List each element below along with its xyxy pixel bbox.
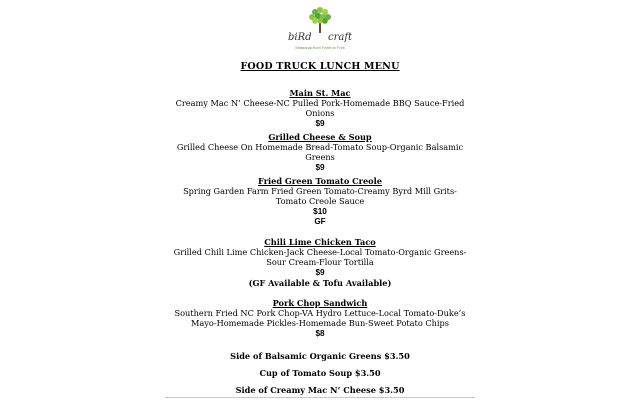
item-price: $9 bbox=[315, 267, 325, 277]
item-description: Southern Fried NC Pork Chop-VA Hydro Lettuce-Local Tomato-Duke’s Mayo-Homemade Pickles-Homemade Bun-Sweet Potato Chips bbox=[174, 308, 466, 329]
menu-item-pork-chop-sandwich bbox=[170, 298, 470, 339]
menu-item-chili-lime-taco bbox=[170, 237, 470, 288]
menu-title: FOOD TRUCK LUNCH MENU bbox=[240, 61, 400, 72]
item-price: $9 bbox=[315, 118, 325, 128]
item-price: $9 bbox=[315, 162, 325, 172]
item-name: Fried Green Tomato Creole bbox=[258, 176, 382, 186]
logo-word-right: craft bbox=[328, 32, 353, 43]
menu-item-grilled-cheese-soup bbox=[170, 132, 470, 173]
logo bbox=[270, 4, 370, 52]
item-note: GF bbox=[314, 216, 326, 226]
item-description: Spring Garden Farm Fried Green Tomato-Creamy Byrd Mill Grits-Tomato Creole Sauce bbox=[183, 186, 457, 207]
item-description: Creamy Mac N’ Cheese-NC Pulled Pork-Homemade BBQ Sauce-Fried Onions bbox=[175, 98, 465, 119]
item-description: Grilled Chili Lime Chicken-Jack Cheese-Local Tomato-Organic Greens-Sour Cream-Flour Tortilla bbox=[173, 247, 467, 268]
item-name: Pork Chop Sandwich bbox=[272, 298, 368, 308]
page-divider bbox=[165, 397, 475, 398]
logo-word-left: biRd bbox=[288, 32, 312, 43]
item-price: $10 bbox=[313, 206, 327, 216]
logo-tagline: Seasonal from Farm to Fork bbox=[295, 45, 345, 50]
side-item-soup: Cup of Tomato Soup $3.50 bbox=[259, 368, 381, 378]
side-item-greens: Side of Balsamic Organic Greens $3.50 bbox=[230, 351, 410, 361]
item-description: Grilled Cheese On Homemade Bread-Tomato Soup-Organic Balsamic Greens bbox=[176, 142, 464, 163]
item-name: Grilled Cheese & Soup bbox=[268, 132, 372, 142]
menu-item-fried-green-tomato bbox=[170, 176, 470, 227]
menu-item-main-st-mac bbox=[170, 88, 470, 129]
item-note: (GF Available & Tofu Available) bbox=[248, 277, 392, 288]
tree-icon bbox=[307, 6, 333, 34]
item-name: Chili Lime Chicken Taco bbox=[264, 237, 376, 247]
item-name: Main St. Mac bbox=[289, 88, 351, 98]
item-price: $8 bbox=[315, 328, 325, 338]
side-item-mac: Side of Creamy Mac N’ Cheese $3.50 bbox=[235, 385, 405, 395]
